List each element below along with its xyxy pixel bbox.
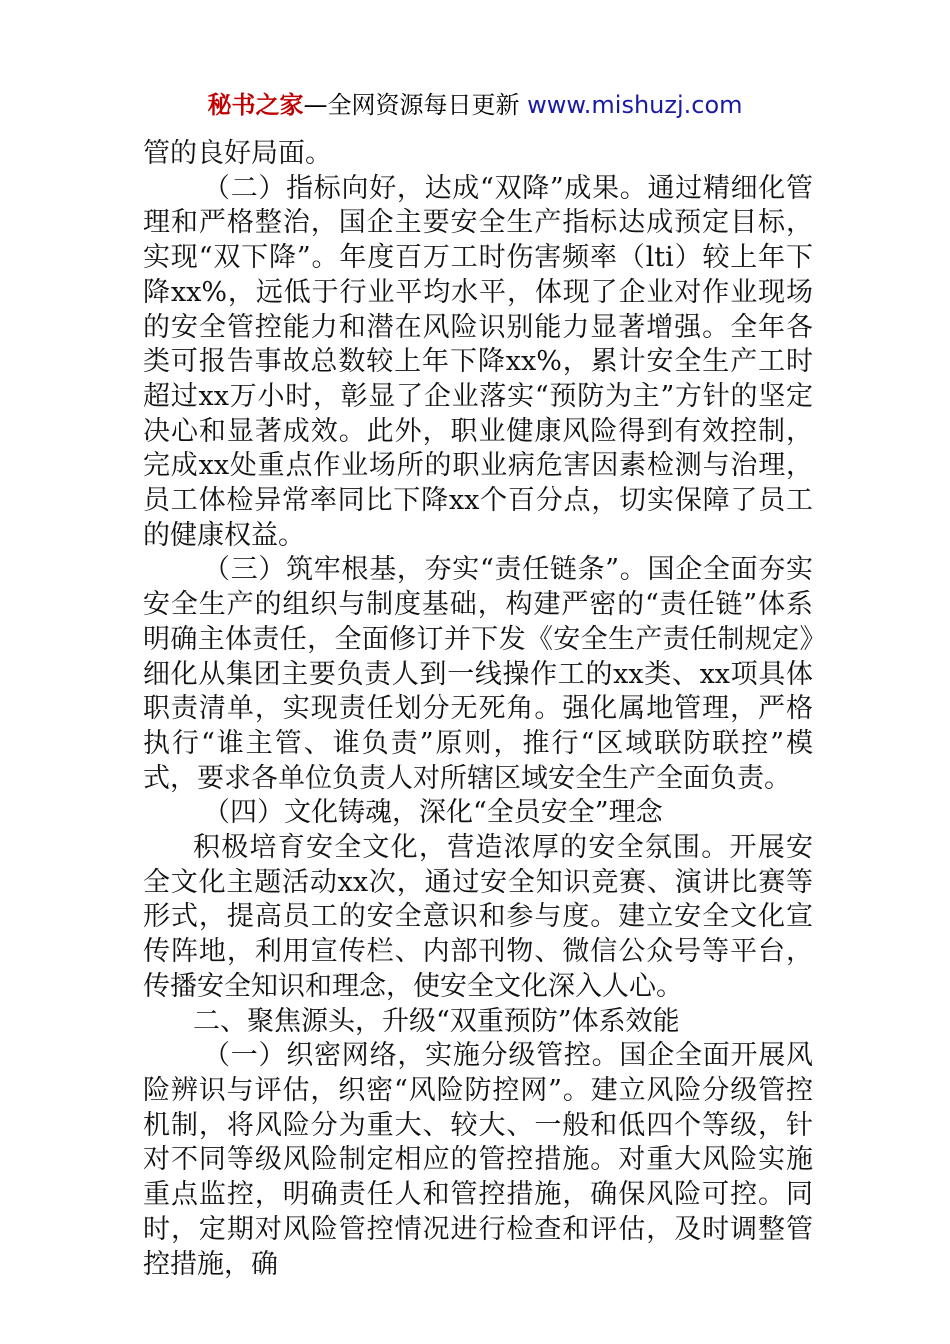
section-heading: （四）文化铸魂，深化“全员安全”理念 (203, 797, 663, 829)
paragraph: （三）筑牢根基，夯实“责任链条”。国企全面夯实安全生产的组织与制度基础，构建严密的“责任链”体系明确主体责任，全面修订并下发《安全生产责任制规定》细化从集团主要负责人到一线操作工的xx类、xx项具体职责清单，实现责任划分无死角。强化属地管理，严格执行“谁主管、谁负责”原则，推行“区域联防联控”模式，要求各单位负责人对所辖区域安全生产全面负责。 (143, 554, 813, 794)
header-brand: 秘书之家 (207, 91, 304, 119)
site-header (0, 88, 950, 122)
document-body (143, 137, 813, 1282)
paragraph: 管的良好局面。 (143, 138, 332, 169)
header-tagline: —全网资源每日更新 (303, 91, 528, 119)
paragraph: （二）指标向好，达成“双降”成果。通过精细化管理和严格整治，国企主要安全生产指标达成预定目标，实现“双下降”。年度百万工时伤害频率（lti）较上年下降xx%，远低于行业平均水平，体现了企业对作业现场的安全管控能力和潜在风险识别能力显著增强。全年各类可报告事故总数较上年下降xx%，累计安全生产工时超过xx万小时，彰显了企业落实“预防为主”方针的坚定决心和显著成效。此外，职业健康风险得到有效控制，完成xx处重点作业场所的职业病危害因素检测与治理，员工体检异常率同比下降xx个百分点，切实保障了员工的健康权益。 (143, 172, 813, 551)
paragraph: （一）织密网络，实施分级管控。国企全面开展风险辨识与评估，织密“风险防控网”。建立风险分级管控机制，将风险分为重大、较大、一般和低四个等级，针对不同等级风险制定相应的管控措施。对重大风险实施重点监控，明确责任人和管控措施，确保风险可控。同时，定期对风险管控情况进行检查和评估，及时调整管控措施，确 (143, 1040, 813, 1280)
header-url-link[interactable]: www.mishuzj.com (527, 91, 743, 119)
paragraph: 积极培育安全文化，营造浓厚的安全氛围。开展安全文化主题活动xx次，通过安全知识竞赛、演讲比赛等形式，提高员工的安全意识和参与度。建立安全文化宣传阵地，利用宣传栏、内部刊物、微信公众号等平台，传播安全知识和理念，使安全文化深入人心。 (143, 832, 813, 1002)
section-heading: 二、聚焦源头，升级“双重预防”体系效能 (193, 1005, 680, 1037)
